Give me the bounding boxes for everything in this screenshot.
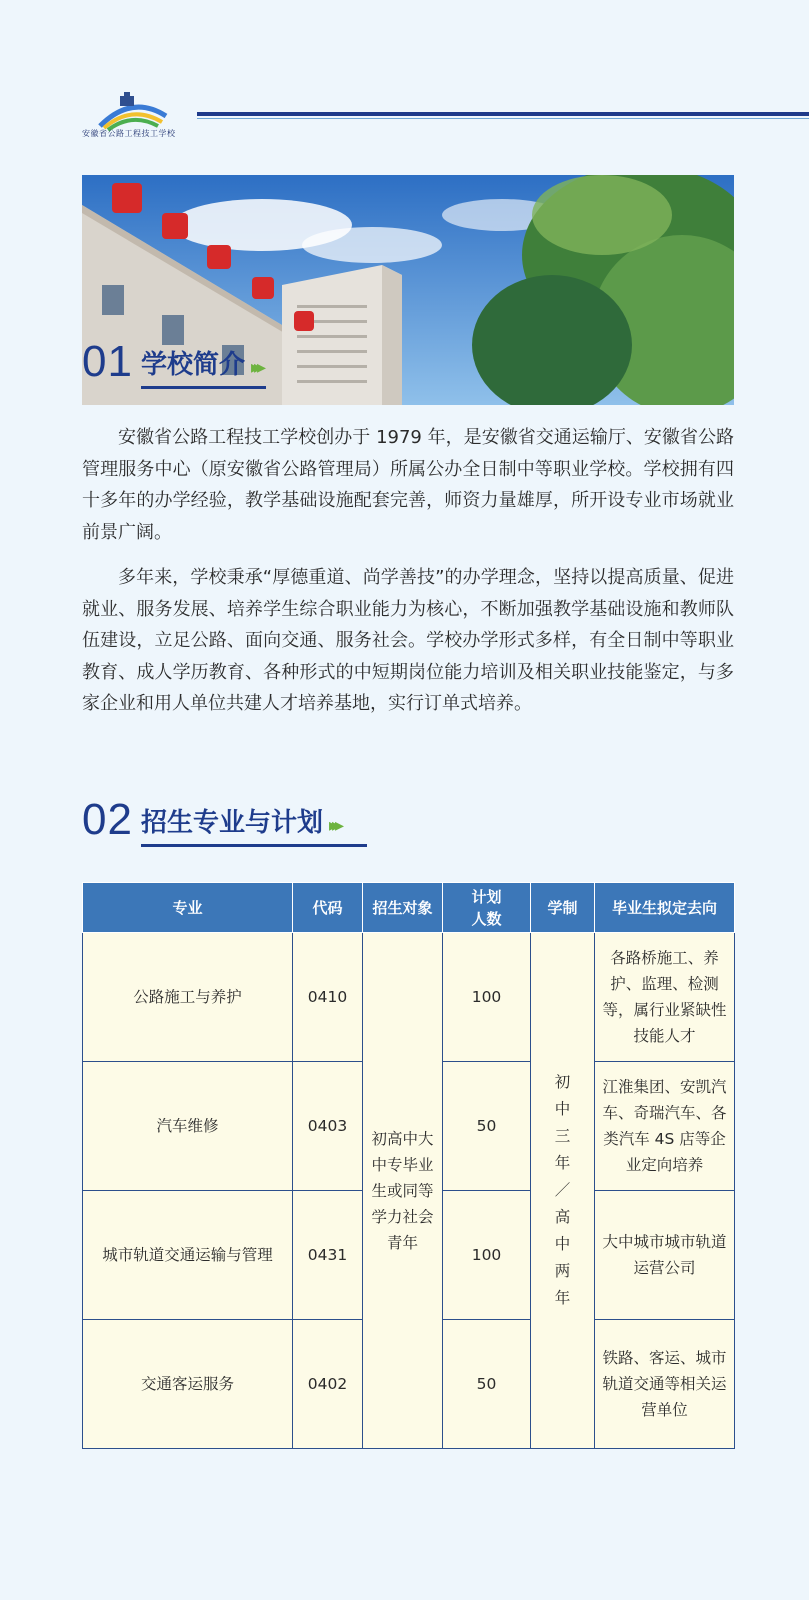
table-row	[83, 933, 735, 1062]
target-text: 初高中大中专毕业生或同等学力社会青年	[371, 1129, 434, 1252]
header-duration: 学制	[531, 883, 595, 933]
section-2-title: 招生专业与计划	[140, 808, 323, 839]
cell-destination: 大中城市城市轨道运营公司	[595, 1191, 735, 1320]
header-target: 招生对象	[363, 883, 443, 933]
header-major: 专业	[83, 883, 293, 933]
duration-text: 初中三年／高中两年	[554, 1073, 571, 1307]
double-chevron-icon: ▸▸▸	[328, 815, 339, 836]
section-2-number: 02	[82, 795, 133, 844]
section-1-title: 学校简介	[140, 350, 245, 381]
header-destination: 毕业生拟定去向	[595, 883, 735, 933]
cell-destination: 铁路、客运、城市轨道交通等相关运营单位	[595, 1320, 735, 1449]
section-2-underline	[141, 844, 367, 847]
cell-destination: 江淮集团、安凯汽车、奇瑞汽车、各类汽车 4S 店等企业定向培养	[595, 1062, 735, 1191]
cell-quota: 100	[443, 1191, 531, 1320]
header-code: 代码	[293, 883, 363, 933]
cell-code: 0410	[293, 933, 363, 1062]
cell-code: 0431	[293, 1191, 363, 1320]
cell-quota: 100	[443, 933, 531, 1062]
header-quota	[443, 883, 531, 933]
enrollment-plan-table	[82, 882, 735, 1449]
cell-code: 0403	[293, 1062, 363, 1191]
school-name-logo-text: 安徽省公路工程技工学校	[82, 129, 176, 138]
section-1-heading	[82, 337, 261, 386]
header-divider-thin	[197, 118, 809, 119]
section-1-number: 01	[82, 337, 133, 386]
double-chevron-icon: ▸▸▸	[250, 357, 261, 378]
cell-major: 城市轨道交通运输与管理	[83, 1191, 293, 1320]
cell-target	[363, 933, 443, 1449]
intro-paragraph-2: 多年来，学校秉承“厚德重道、尚学善技”的办学理念，坚持以提高质量、促进就业、服务发展、培养学生综合职业能力为核心，不断加强教学基础设施和教师队伍建设，立足公路、面向交通、服务社会。学校办学形式多样，有全日制中等职业教育、成人学历教育、各种形式的中短期岗位能力培训及相关职业技能鉴定，与多家企业和用人单位共建人才培养基地，实行订单式培养。	[82, 567, 734, 714]
section-1-underline	[141, 386, 266, 389]
header-divider	[197, 112, 809, 116]
cell-quota: 50	[443, 1320, 531, 1449]
cell-major: 汽车维修	[83, 1062, 293, 1191]
cell-major: 公路施工与养护	[83, 933, 293, 1062]
cell-major: 交通客运服务	[83, 1320, 293, 1449]
cell-code: 0402	[293, 1320, 363, 1449]
table-header-row	[83, 883, 735, 933]
header-quota-text: 计划人数	[471, 887, 502, 928]
page-header	[0, 0, 809, 150]
cell-duration	[531, 933, 595, 1449]
cell-quota: 50	[443, 1062, 531, 1191]
section-2-heading	[82, 795, 339, 844]
cell-destination: 各路桥施工、养护、监理、检测等，属行业紧缺性技能人才	[595, 933, 735, 1062]
intro-paragraph-1: 安徽省公路工程技工学校创办于 1979 年，是安徽省交通运输厅、安徽省公路管理服务中心（原安徽省公路管理局）所属公办全日制中等职业学校。学校拥有四十多年的办学经验，教学基础设施配套完善，师资力量雄厚，所开设专业市场就业前景广阔。	[82, 427, 734, 543]
